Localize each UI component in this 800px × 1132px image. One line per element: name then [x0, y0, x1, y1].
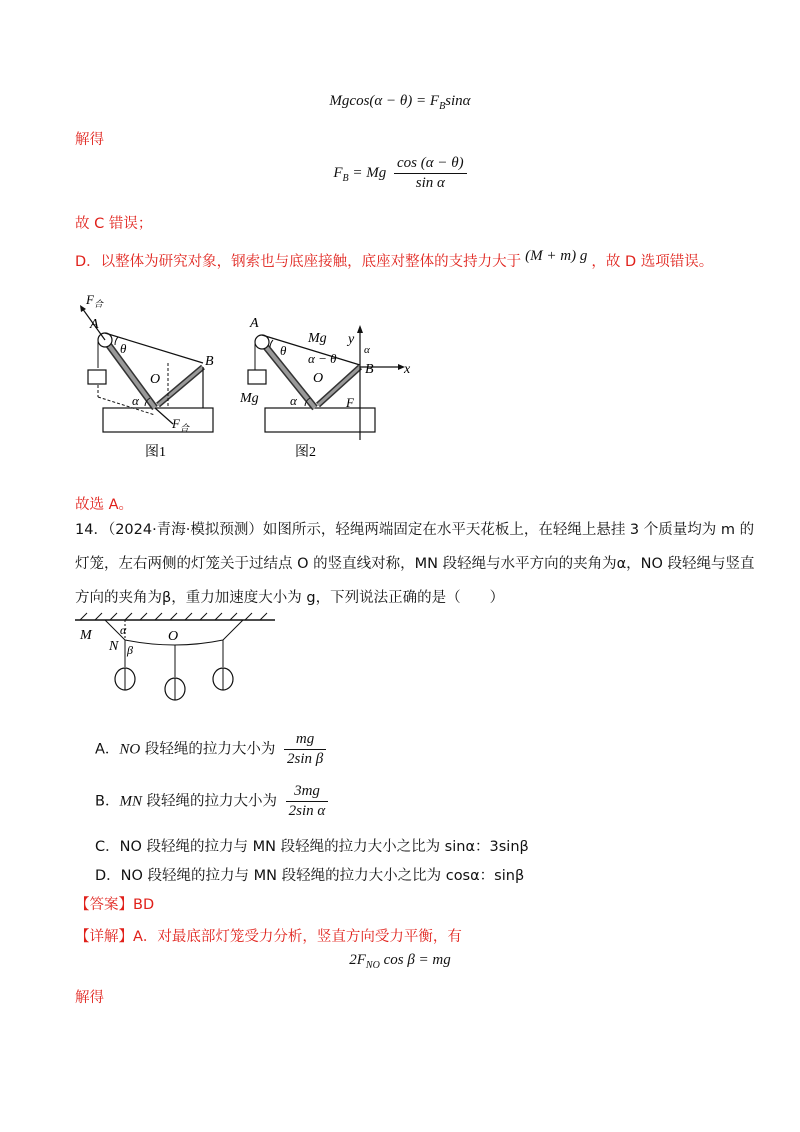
equation-fb: $F_B = Mg$ $\frac{\cos (\alpha - \theta)}{\text{sin α}}$: [0, 155, 800, 192]
label-o: O: [150, 372, 161, 387]
answer: 【答案】BD: [75, 897, 155, 913]
label-a: A: [250, 316, 259, 331]
label-y: y: [348, 332, 355, 347]
label-o: O: [168, 629, 179, 644]
label-o: O: [313, 371, 324, 386]
label-beta: β: [127, 643, 133, 657]
option-c[interactable]: C．NO 段轻绳的拉力与 MN 段轻绳的拉力大小之比为 sinα：3sinβ: [95, 839, 529, 855]
label-f-bottom: $F_合$: [172, 416, 189, 433]
caption-fig2: 图2: [295, 445, 316, 460]
equation-balance: $2F_{NO}$ cos β = mg: [349, 952, 451, 971]
fraction: $\frac{\cos (\alpha - \theta)}{\text{sin α}}$: [394, 155, 467, 192]
label-alpha: α: [290, 393, 297, 408]
label-mg-rope: Mg: [308, 331, 327, 346]
option-d-analysis: D．以整体为研究对象，钢索也与底座接触，底座对整体的支持力大于 (M + m) g ，故 D 选项错误。: [75, 248, 714, 270]
label-a: A: [90, 317, 99, 332]
choose-a: 故选 A。: [75, 497, 134, 513]
label-alpha: α: [120, 623, 127, 637]
solve-label: 解得: [75, 132, 104, 148]
option-b-fraction: $\frac{3mg}{\text{2sin α}}$: [286, 783, 329, 820]
label-mg-weight: Mg: [240, 391, 259, 406]
figure-lanterns: [75, 612, 285, 702]
label-f-top: $F_合$: [86, 292, 103, 309]
label-x: x: [404, 362, 411, 377]
label-f: F: [346, 395, 354, 410]
question-14: 14．（2024·青海·模拟预测）如图所示，轻绳两端固定在水平天花板上，在轻绳上悬挂 3 个质量均为 m 的 灯笼，左右两侧的灯笼关于过结点 O 的竖直线对称，MN 段轻绳与水平方向的夹角为α，NO 段轻绳与竖直 方向的夹角为β，重力加速度大小为 g，下列说法正确的是（ ）: [75, 522, 755, 606]
figure-2: [240, 305, 420, 470]
label-n: N: [109, 639, 119, 654]
label-alpha-theta: α − θ: [308, 351, 337, 366]
label-theta: θ: [120, 341, 127, 356]
option-a-fraction: $\frac{mg}{\text{2sin β}}$: [284, 731, 326, 768]
label-alpha-top: α: [364, 344, 370, 356]
label-m: M: [80, 628, 92, 643]
detail: 【详解】A．对最底部灯笼受力分析，竖直方向受力平衡，有: [75, 929, 462, 945]
label-b: B: [205, 354, 214, 369]
figure-1: [70, 285, 230, 470]
conclusion-c: 故 C 错误；: [75, 216, 153, 232]
option-a[interactable]: A．NO 段轻绳的拉力大小为 $\frac{mg}{\text{2sin β}}$: [95, 731, 326, 768]
caption-fig1: 图1: [145, 445, 166, 460]
option-b[interactable]: B．MN 段轻绳的拉力大小为 $\frac{3mg}{\text{2sin α}}$: [95, 783, 328, 820]
label-b: B: [365, 362, 374, 377]
solve-label-2: 解得: [75, 990, 104, 1006]
equation-line: $Mgcos(\alpha - \theta) = F_B\sin\alpha$: [329, 93, 471, 112]
option-d[interactable]: D．NO 段轻绳的拉力与 MN 段轻绳的拉力大小之比为 cosα：sinβ: [95, 868, 525, 884]
label-theta: θ: [280, 343, 287, 358]
label-alpha: α: [132, 393, 139, 408]
